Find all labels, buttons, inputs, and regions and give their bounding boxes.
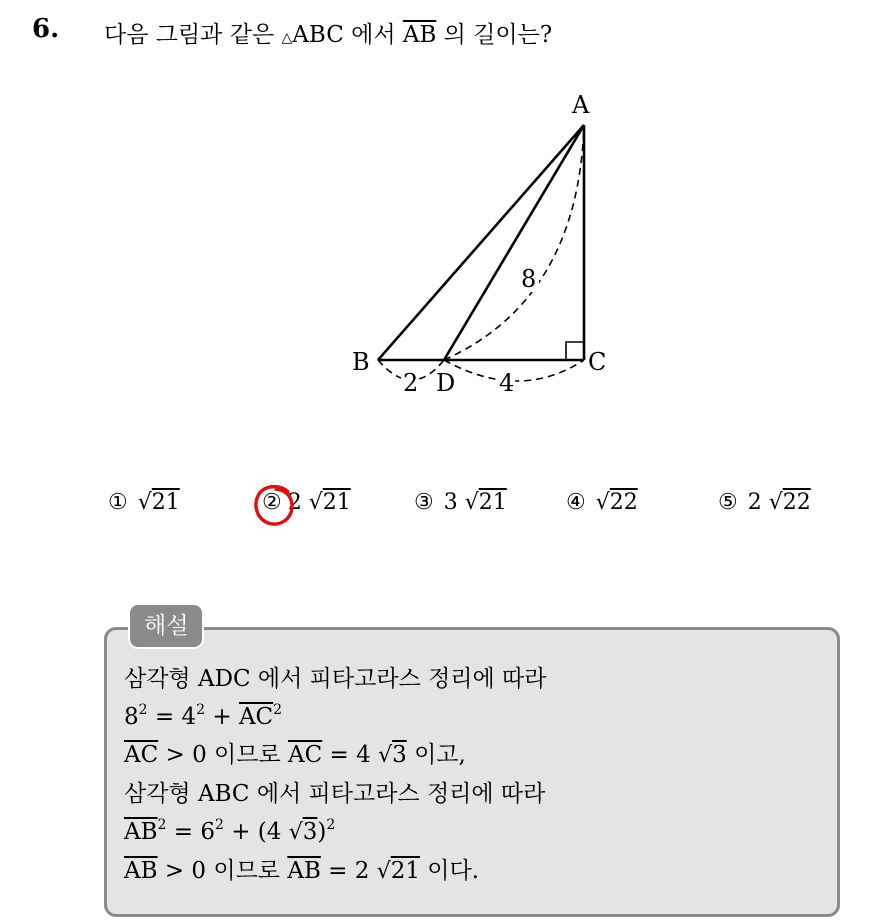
answer-circle-mark	[252, 482, 296, 528]
choice-coef: 2	[747, 490, 762, 515]
choice-4[interactable]	[566, 490, 638, 515]
choice-5[interactable]	[718, 490, 811, 515]
red-circle-stroke	[256, 487, 292, 524]
choice-3[interactable]	[414, 490, 507, 515]
solution-line-3: $\overline{AC} > 0$ 이므로 $\overline{AC} = 4$ √3 이고,	[124, 742, 466, 768]
radical: √22	[768, 490, 811, 515]
choice-number: ④	[566, 490, 586, 515]
solution-text	[124, 660, 546, 891]
question-text-after: 의 길이는?	[436, 22, 553, 48]
choice-number: ③	[414, 490, 434, 515]
choice-1[interactable]	[108, 490, 180, 515]
question-number: 6.	[32, 14, 60, 44]
choice-number: ⑤	[718, 490, 738, 515]
right-angle-marker	[566, 342, 584, 360]
radical: √21	[308, 490, 351, 515]
segment-ab: $\overline{AB}$	[402, 22, 437, 48]
solution-line-1: 삼각형 ADC 에서 피타고라스 정리에 따라	[124, 666, 547, 692]
label-ad: 8	[521, 265, 537, 293]
solution-tag: 해설	[128, 603, 204, 649]
vertex-c-label: C	[588, 348, 607, 376]
solution-line-2: $8^2 = 4^2 + \overline{AC}^2$	[124, 702, 283, 730]
vertex-a-label: A	[572, 91, 590, 119]
triangle-name: ABC	[292, 22, 344, 48]
choice-number: ①	[108, 490, 128, 515]
triangle-figure	[0, 0, 884, 450]
vertex-b-label: B	[352, 348, 370, 376]
radical: √22	[595, 490, 638, 515]
choice-number: ②	[262, 490, 282, 515]
solution-line-4: 삼각형 ABC 에서 피타고라스 정리에 따라	[124, 781, 546, 807]
answer-choices	[0, 490, 884, 524]
solution-line-6: $\overline{AB} > 0$ 이므로 $\overline{AB} = 2$ √21 이다.	[124, 858, 480, 884]
segment-ab-line	[378, 125, 584, 360]
vertex-d-label: D	[436, 369, 456, 397]
solution-line-5: $\overline{AB}^2 = 6^2 + (4$ √3)$^2$	[124, 817, 336, 845]
triangle-symbol: △	[281, 30, 293, 46]
label-dc: 4	[499, 369, 515, 397]
question-text-mid: 에서	[343, 22, 403, 48]
segment-ad-line	[444, 125, 584, 360]
choice-coef: 3	[443, 490, 458, 515]
label-bd: 2	[403, 369, 419, 397]
radical: √21	[464, 490, 507, 515]
choice-coef: 2	[287, 490, 302, 515]
question-text-before: 다음 그림과 같은	[104, 22, 282, 48]
radical: √21	[137, 490, 180, 515]
